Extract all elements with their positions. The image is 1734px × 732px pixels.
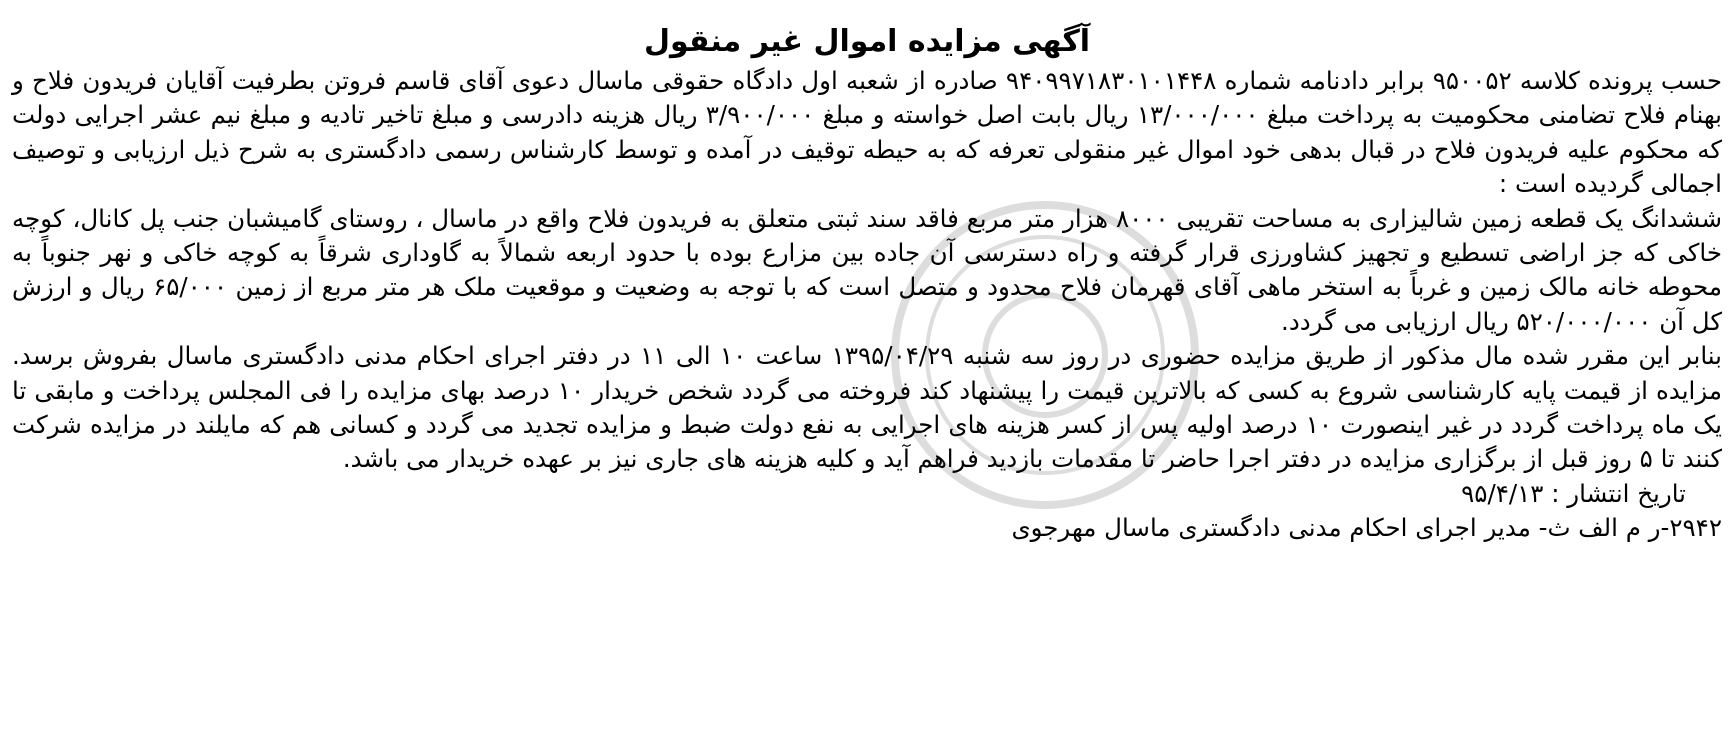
auction-notice xyxy=(12,22,1722,546)
signature-line: ۲۹۴۲-ر م الف ث- مدیر اجرای احکام مدنی دادگستری ماسال مهرجوی xyxy=(1011,513,1722,543)
notice-title: آگهی مزایده اموال غیر منقول xyxy=(643,24,1091,59)
publish-date: تاریخ انتشار : ۹۵/۴/۱۳ xyxy=(1461,478,1686,508)
case-paragraph: حسب پرونده کلاسه ۹۵۰۰۵۲ برابر دادنامه شماره ۹۴۰۹۹۷۱۸۳۰۱۰۱۴۴۸ صادره از شعبه اول دادگاه حقوقی ماسال دعوی آقای قاسم فروتن بطرفیت آقایان فریدون فلاح و بهنام فلاح تضامنی محکومیت به پرداخت مبلغ ۱۳/۰۰۰/۰۰۰ ریال بابت اصل خواسته و مبلغ ۳/۹۰۰/۰۰۰ ریال هزینه دادرسی و مبلغ تاخیر تادیه و مبلغ نیم عشر اجرایی دولت که محکوم علیه فریدون فلاح در قبال بدهی خود اموال غیر منقولی تعرفه که به حیطه توقیف در آمده و توسط کارشناس رسمی دادگستری به شرح ذیل ارزیابی و توصیف اجمالی گردیده است : xyxy=(12,66,1722,199)
property-description-paragraph: ششدانگ یک قطعه زمین شالیزاری به مساحت تقریبی ۸۰۰۰ هزار متر مربع فاقد سند ثبتی متعلق به فریدون فلاح واقع در ماسال ، روستای گامیشبان جنب پل کانال، کوچه خاکی که جز اراضی تسطیع و تجهیز کشاورزی قرار گرفته و راه دسترسی آن جاده بین مزارع بوده با حدود اربعه شمالاً به گاوداری شرقاً به کوچه خاکی و نهر جنوباً به محوطه خانه مالک زمین و غرباً به استخر ماهی آقای قهرمان فلاح محدود و متصل است که با توجه به وضعیت و موقعیت ملک هر متر مربع از زمین ۶۵/۰۰۰ ریال و ارزش کل آن ۵۲۰/۰۰۰/۰۰۰ ریال ارزیابی می گردد. xyxy=(12,203,1722,336)
auction-terms-paragraph: بنابر این مقرر شده مال مذکور از طریق مزایده حضوری در روز سه شنبه ۱۳۹۵/۰۴/۲۹ ساعت ۱۰ الی ۱۱ در دفتر اجرای احکام مدنی دادگستری ماسال بفروش برسد. مزایده از قیمت پایه کارشناسی شروع به کسی که بالاترین قیمت را پیشنهاد کند فروخته می گردد شخص خریدار ۱۰ درصد بهای مزایده را فی المجلس پرداخت و مابقی تا یک ماه پرداخت گردد در غیر اینصورت ۱۰ درصد اولیه پس از کسر هزینه های اجرایی به نفع دولت ضبط و مزایده تجدید می گردد و کسانی هم که مایلند در مزایده شرکت کنند تا ۵ روز قبل از برگزاری مزایده در دفتر اجرا حاضر تا مقدمات بازدید فراهم آید و کلیه هزینه های جاری نیز بر عهده خریدار می باشد. xyxy=(12,341,1722,474)
